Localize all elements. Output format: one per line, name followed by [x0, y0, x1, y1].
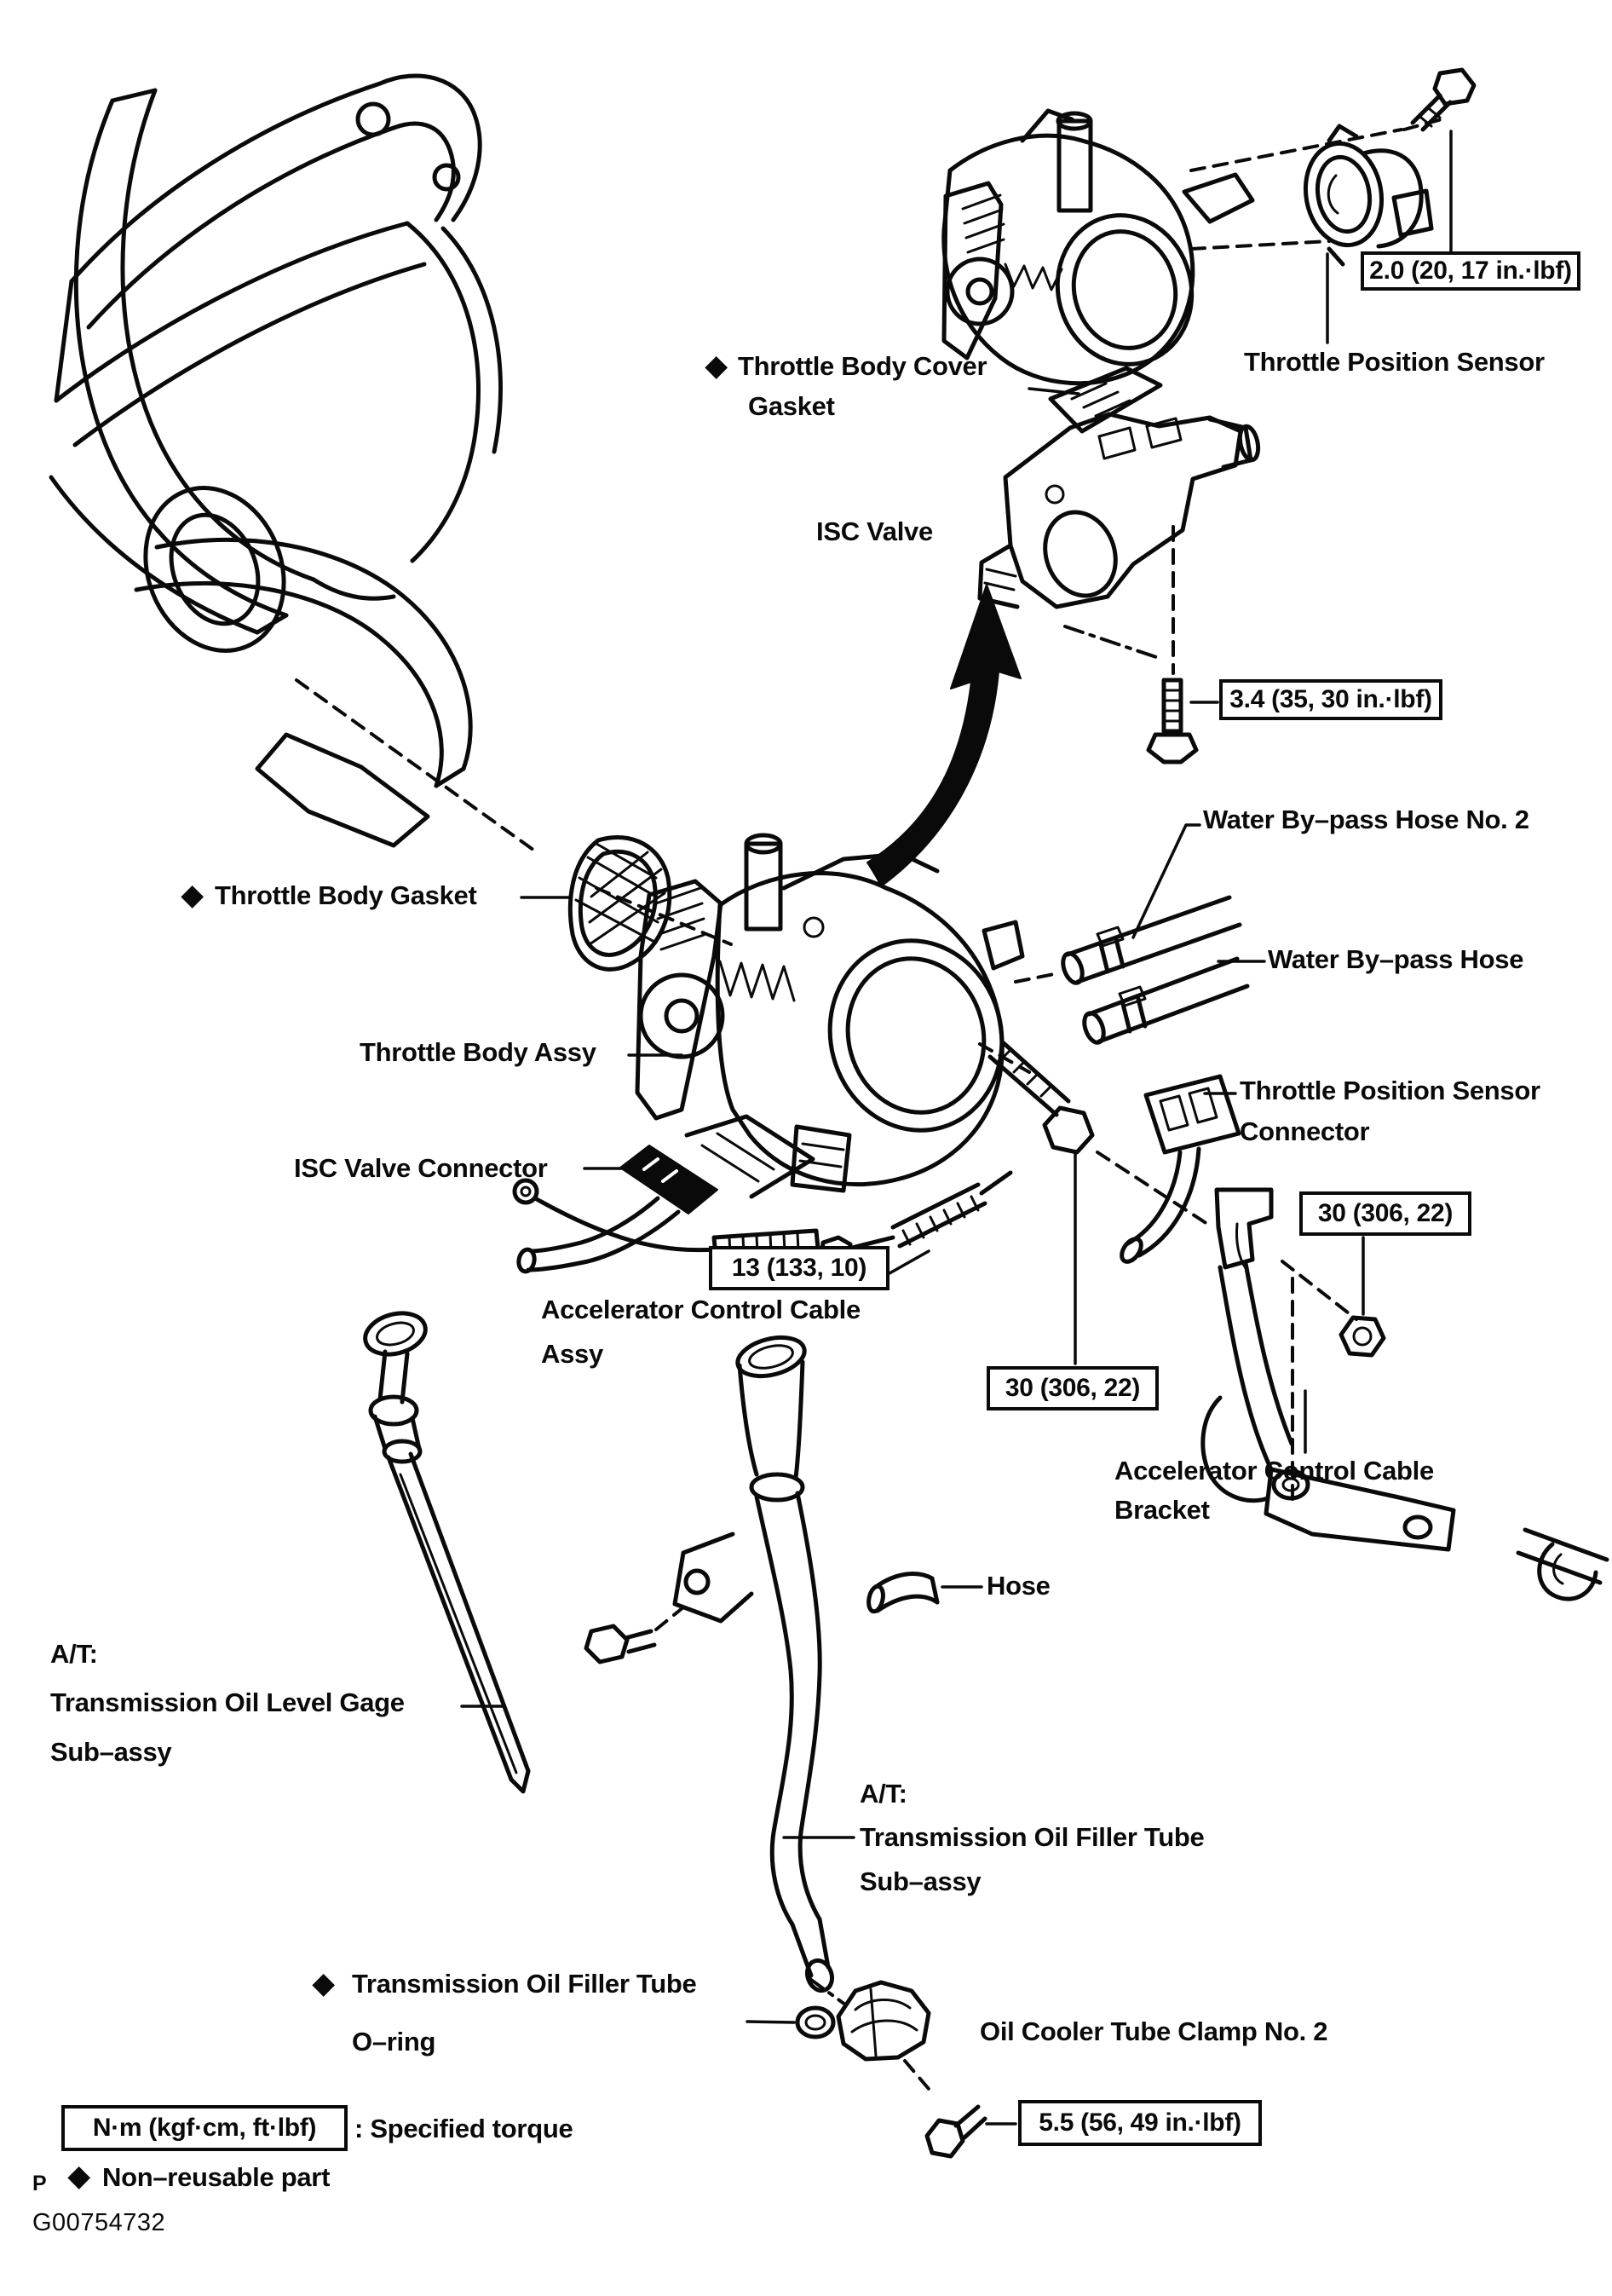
torque-box-isc-bolt: 3.4 (35, 30 in.·lbf): [1219, 679, 1442, 720]
tab-bolt-dash: [656, 1607, 683, 1630]
legend-torque-note: : Specified torque: [354, 2114, 573, 2143]
throttle-body-assy-drawing: [637, 835, 1023, 1191]
isc-bolt-drawing: [1149, 680, 1196, 762]
label-filler-tube-line2: Transmission Oil Filler Tube: [860, 1822, 1205, 1852]
hose-dash: [1016, 973, 1058, 982]
hose-drawing: [866, 1574, 937, 1613]
label-throttle-position-sensor: Throttle Position Sensor: [1244, 347, 1545, 377]
label-throttle-body-cover-gasket-line2: Gasket: [748, 391, 835, 421]
label-accel-cable-line2: Assy: [541, 1339, 603, 1369]
non-reusable-marker-icon: ◆: [181, 879, 204, 910]
label-oil-cooler-clamp: Oil Cooler Tube Clamp No. 2: [980, 2016, 1328, 2046]
label-accel-bracket-line1: Accelerator Control Cable: [1114, 1456, 1434, 1485]
throttle-body-top-drawing: [944, 111, 1252, 384]
torque-box-tps-bolt: 2.0 (20, 17 in.·lbf): [1361, 251, 1580, 291]
throttle-body-gasket-drawing: [570, 838, 669, 970]
label-filler-tube-line3: Sub–assy: [860, 1866, 982, 1896]
label-level-gage-line3: Sub–assy: [50, 1737, 172, 1767]
clamp-bolt-dash: [905, 2061, 934, 2095]
oil-cooler-clamp-drawing: [838, 1982, 929, 2059]
torque-box-bracket-bolt: 30 (306, 22): [987, 1366, 1159, 1410]
label-oring-line1: Transmission Oil Filler Tube: [352, 1969, 697, 1999]
cable-torque-leader: [889, 1251, 929, 1273]
label-oring-line2: O–ring: [352, 2027, 436, 2057]
legend-non-reusable: Non–reusable part: [102, 2162, 331, 2192]
label-level-gage-line1: A/T:: [50, 1639, 98, 1669]
water-bypass-hoses-drawing: [1059, 897, 1247, 1045]
oring-drawing: [797, 2008, 833, 2037]
bracket-nut-drawing: [1341, 1318, 1384, 1355]
torque-box-bracket-nut: 30 (306, 22): [1299, 1191, 1471, 1236]
torque-box-clamp-bolt: 5.5 (56, 49 in.·lbf): [1018, 2100, 1262, 2146]
label-throttle-body-gasket: Throttle Body Gasket: [215, 880, 477, 910]
label-throttle-body-cover-gasket-line1: Throttle Body Cover: [738, 351, 987, 381]
non-reusable-marker-icon: ◆: [313, 1967, 335, 1999]
non-reusable-marker-icon: ◆: [705, 349, 728, 381]
label-filler-tube-line1: A/T:: [860, 1779, 907, 1809]
assembly-direction-arrow: [867, 585, 1021, 886]
label-level-gage-line2: Transmission Oil Level Gage: [50, 1687, 405, 1717]
oil-filler-tube-drawing: [675, 1331, 836, 1994]
figure-code: G00754732: [32, 2209, 166, 2236]
engine-intake-manifold-drawing: [51, 76, 501, 845]
label-tps-connector-line1: Throttle Position Sensor: [1240, 1076, 1540, 1105]
accelerator-cable-bracket-drawing: [1203, 1190, 1607, 1599]
label-accel-cable-line1: Accelerator Control Cable: [541, 1295, 861, 1324]
label-water-bypass-hose: Water By–pass Hose: [1268, 944, 1524, 974]
page-marker: P: [32, 2172, 47, 2195]
label-accel-bracket-line2: Bracket: [1114, 1495, 1210, 1525]
sensor-bolt-drawing: [1413, 70, 1474, 130]
tube-bracket-bolt-drawing: [586, 1626, 654, 1662]
clamp-bolt-drawing: [927, 2107, 985, 2156]
oil-level-gage-drawing: [360, 1307, 528, 1791]
label-water-bypass-hose-no2: Water By–pass Hose No. 2: [1203, 805, 1529, 834]
legend-torque-box: N·m (kgf·cm, ft·lbf): [61, 2105, 348, 2151]
label-hose: Hose: [987, 1571, 1051, 1601]
non-reusable-marker-icon: ◆: [68, 2160, 90, 2191]
label-tps-connector-line2: Connector: [1240, 1116, 1370, 1146]
label-throttle-body-assy: Throttle Body Assy: [360, 1037, 596, 1067]
label-isc-valve-connector: ISC Valve Connector: [294, 1153, 548, 1183]
isc-valve-drawing: [980, 414, 1261, 607]
label-isc-valve: ISC Valve: [816, 516, 933, 546]
isc-dashdot: [1065, 626, 1159, 658]
sensor-dash-line: [1191, 241, 1329, 249]
torque-box-cable-adjuster: 13 (133, 10): [709, 1246, 889, 1290]
